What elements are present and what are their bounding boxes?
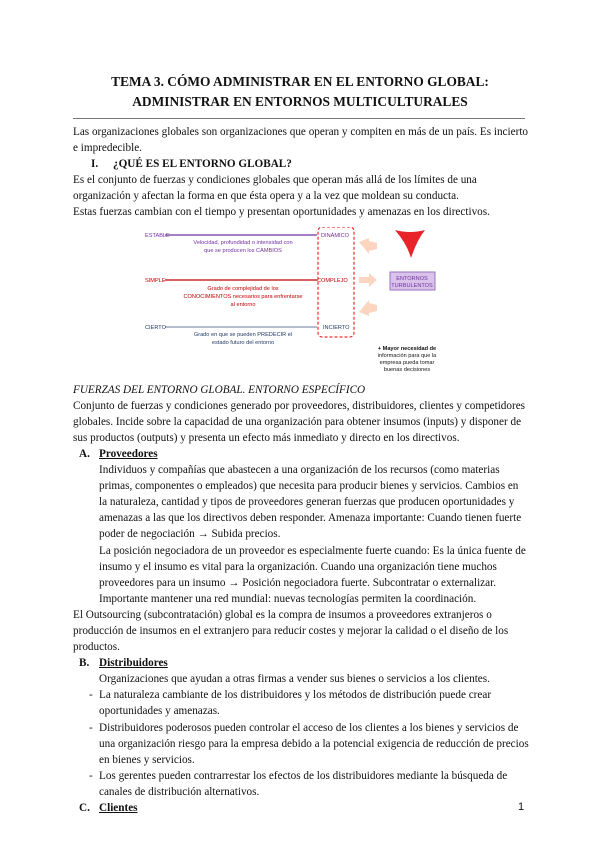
heading-text: Clientes [99, 802, 138, 814]
label-estable: ESTABLE [145, 232, 170, 239]
heading-letter: B. [79, 657, 90, 670]
tornado-icon [395, 230, 425, 258]
heading-letter: A. [79, 447, 90, 460]
label-incierto: INCIERTO [323, 324, 350, 331]
paragraph: Conjunto de fuerzas y condiciones generado por proveedores, distribuidores, clientes y competidores globales. Incide sobre la capacidad de una organización para obtener insumos (inputs) y disponer de sus productos (outputs) y presenta un efecto más inmediato y directo en los directivos. [73, 399, 526, 444]
title-divider [73, 118, 525, 119]
nota-text: buenas decisiones [383, 366, 431, 373]
title-line-2: ADMINISTRAR EN ENTORNOS MULTICULTURALES [132, 94, 468, 109]
turbulentos-label: TURBULENTOS [391, 282, 433, 289]
paragraph: El Outsourcing (subcontratación) global es la compra de insumos a proveedores extranjeros o producción de insumos en el extranjero para reducir costes y mejorar la calidad o el diseño de los productos. [73, 608, 509, 654]
cambios-text: que se producen los CAMBIOS [204, 247, 282, 254]
turbulentos-label: ENTORNOS [396, 275, 428, 282]
label-complejo: COMPLEJO [317, 277, 348, 284]
list-item-text: La naturaleza cambiante de los distribuidores y los métodos de distribución puede crear oportunidades y amenazas. [99, 689, 492, 718]
document-body [73, 124, 529, 816]
heading-distribuidores [73, 655, 529, 671]
environment-diagram [73, 227, 529, 375]
paragraph: Importante mantener una red mundial: nuevas tecnologías permiten la coordinación. [99, 592, 477, 605]
document-title [0, 72, 600, 112]
title-line-1: TEMA 3. CÓMO ADMINISTRAR EN EL ENTORNO GLOBAL: [111, 74, 489, 89]
section-number: I. [91, 158, 99, 171]
predecir-text: Grado en que se pueden PREDECIR el [193, 331, 293, 338]
list-item: - Los gerentes pueden contrarrestar los efectos de los distribuidores mediante la búsqueda de canales de distribución alternativos. [73, 768, 529, 800]
nota-text: + Mayor necesidad de [377, 345, 437, 352]
label-simple: SIMPLE [145, 277, 166, 284]
conocimientos-text: Grado de complejidad de los [207, 285, 279, 292]
label-cierto: CIERTO [145, 324, 166, 331]
paragraph: La posición negociadora de un proveedor es especialmente fuerte cuando: Es la única fuente de insumo y el insumo es vital para la organización. Cuando una organización tiene muchos proveedores para un insumo → Posición negociadora fuerte. Subcontratar o externalizar. [99, 544, 526, 589]
heading-text: Proveedores [99, 447, 158, 460]
list-item-text: Distribuidores poderosos pueden controlar el acceso de los clientes a los bienes y servicios de una organización riesgo para la empresa debido a la potencial exigencia de reducción de precios en bienes y servicios. [99, 721, 529, 766]
arrow-icon [359, 238, 377, 254]
page-number: 1 [518, 801, 525, 813]
arrow-icon [359, 300, 377, 316]
list-item: - La naturaleza cambiante de los distribuidores y los métodos de distribución puede crear oportunidades y amenazas. [73, 687, 529, 719]
nota-text: información para que la [377, 352, 437, 359]
predecir-text: estado futuro del entorno [211, 339, 275, 346]
conocimientos-text: CONOCIMIENTOS necesarios para enfrentarse [183, 293, 303, 300]
paragraph: Organizaciones que ayudan a otras firmas a vender sus bienes o servicios a los clientes. [99, 673, 490, 686]
label-dinamico: DINÁMICO [321, 232, 349, 239]
section-title: ¿QUÉ ES EL ENTORNO GLOBAL? [113, 158, 292, 171]
heading-proveedores [73, 446, 529, 462]
heading-clientes [73, 800, 529, 816]
heading-text: Distribuidores [99, 657, 168, 670]
intro-paragraph: Las organizaciones globales son organizaciones que operan y compiten en más de un país. Es incierto e impredecible. [73, 126, 529, 155]
list-item-text: Los gerentes pueden contrarrestar los efectos de los distribuidores mediante la búsqueda de canales de distribución alternativos. [99, 769, 508, 798]
paragraph: Estas fuerzas cambian con el tiempo y presentan oportunidades y amenazas en los directivos. [73, 206, 490, 219]
list-item: - Distribuidores poderosos pueden controlar el acceso de los clientes a los bienes y servicios de una organización riesgo para la empresa debido a la potencial exigencia de reducción de precios en bienes y servicios. [73, 720, 529, 768]
cambios-text: Velocidad, profundidad o intensidad con [193, 239, 293, 246]
paragraph: Es el conjunto de fuerzas y condiciones globales que operan más allá de los límites de una organización y afectan la forma en que ésta opera y a la vez que moldean su conducta. [73, 174, 477, 203]
conocimientos-text: al entorno [230, 301, 256, 308]
nota-text: empresa pueda tomar [379, 359, 435, 366]
arrow-icon [359, 273, 377, 287]
section-heading [73, 156, 529, 172]
subsection-title: FUERZAS DEL ENTORNO GLOBAL. ENTORNO ESPECÍFICO [73, 383, 366, 396]
heading-letter: C. [79, 802, 90, 814]
paragraph: Individuos y compañías que abastecen a una organización de los recursos (como materias primas, componentes o empleados) que necesita para producir bienes y servicios. Cambios en la naturaleza, cantidad y tipos de proveedores generan fuerzas que producen oportunidades y amenazas a las que los directivos deben responder. Amenaza importante: Cuando tienen fuerte poder de negociación → Subida precios. [99, 464, 522, 541]
